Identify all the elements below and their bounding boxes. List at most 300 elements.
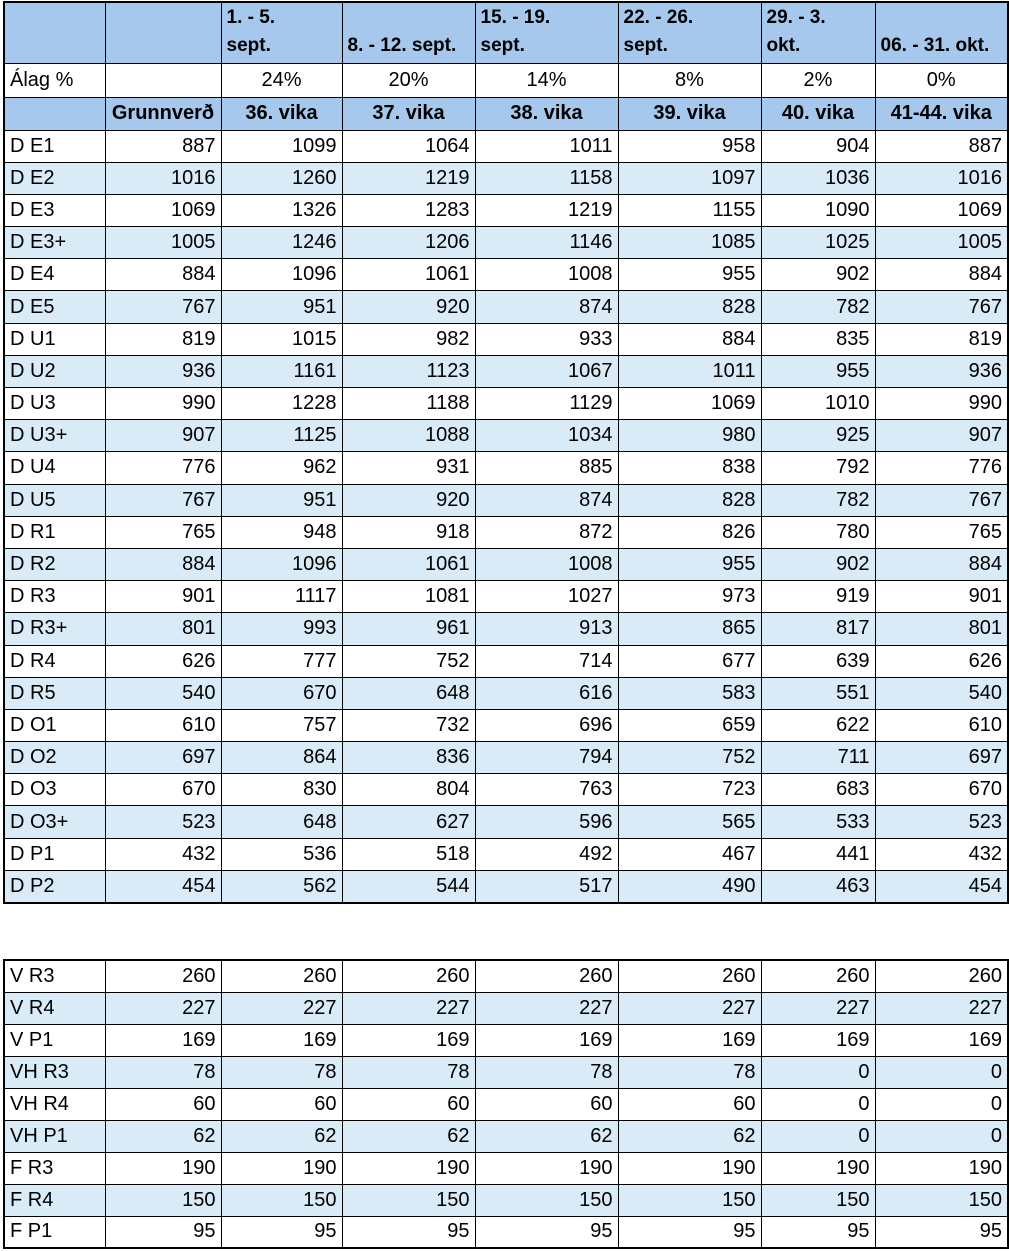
row-label: D E3: [4, 194, 105, 226]
date-range-header: [761, 2, 875, 63]
price-cell: 467: [618, 838, 761, 870]
price-cell: 1027: [475, 581, 618, 613]
extras-table: [3, 959, 1009, 1249]
price-cell: 1096: [221, 548, 342, 580]
price-cell: 0: [875, 1056, 1008, 1088]
table-row: [4, 960, 1008, 992]
price-cell: 544: [342, 870, 475, 902]
table-row: [4, 516, 1008, 548]
table-row: [4, 388, 1008, 420]
price-cell: 1036: [761, 162, 875, 194]
price-cell: 1188: [342, 388, 475, 420]
price-cell: 1005: [875, 227, 1008, 259]
table-row: [4, 1088, 1008, 1120]
week-header: 37. vika: [342, 97, 475, 130]
price-cell: 1016: [875, 162, 1008, 194]
row-label: VH R3: [4, 1056, 105, 1088]
week-header: 41-44. vika: [875, 97, 1008, 130]
table-row: [4, 645, 1008, 677]
price-cell: 1206: [342, 227, 475, 259]
row-label: D R4: [4, 645, 105, 677]
row-label: D R3+: [4, 613, 105, 645]
price-cell: 696: [475, 709, 618, 741]
price-cell: 884: [875, 259, 1008, 291]
price-table: [3, 1, 1009, 904]
surcharge-value: 0%: [875, 63, 1008, 97]
price-cell: 801: [875, 613, 1008, 645]
price-cell: 1067: [475, 355, 618, 387]
table-row: [4, 452, 1008, 484]
price-cell: 767: [875, 291, 1008, 323]
table-row: [4, 130, 1008, 162]
price-cell: 1085: [618, 227, 761, 259]
table-row: [4, 323, 1008, 355]
table-row: [4, 291, 1008, 323]
price-cell: 648: [342, 677, 475, 709]
price-cell: 904: [761, 130, 875, 162]
surcharge-value: 20%: [342, 63, 475, 97]
price-cell: 1123: [342, 355, 475, 387]
base-price-cell: 523: [105, 806, 221, 838]
price-cell: 901: [875, 581, 1008, 613]
date-range-header: [342, 2, 475, 63]
table-row: [4, 992, 1008, 1024]
price-cell: 670: [875, 774, 1008, 806]
price-cell: 874: [475, 484, 618, 516]
row-label: D P2: [4, 870, 105, 902]
price-cell: 697: [875, 742, 1008, 774]
table-row: [4, 806, 1008, 838]
row-label: D O2: [4, 742, 105, 774]
week-header-row: [4, 97, 1008, 130]
price-cell: 190: [475, 1152, 618, 1184]
price-cell: 0: [875, 1088, 1008, 1120]
blank-cell: [4, 2, 105, 63]
row-label: D O3: [4, 774, 105, 806]
table-row: [4, 259, 1008, 291]
price-cell: 752: [342, 645, 475, 677]
date-line-2: okt.: [766, 35, 801, 56]
base-price-cell: 767: [105, 484, 221, 516]
price-cell: 95: [221, 1216, 342, 1248]
price-cell: 169: [221, 1024, 342, 1056]
row-label: V R3: [4, 960, 105, 992]
price-cell: 1010: [761, 388, 875, 420]
price-cell: 838: [618, 452, 761, 484]
price-cell: 1011: [618, 355, 761, 387]
surcharge-value: 2%: [761, 63, 875, 97]
price-cell: 973: [618, 581, 761, 613]
price-cell: 169: [761, 1024, 875, 1056]
price-cell: 931: [342, 452, 475, 484]
price-cell: 0: [761, 1120, 875, 1152]
price-cell: 227: [618, 992, 761, 1024]
row-label: F P1: [4, 1216, 105, 1248]
price-cell: 1069: [875, 194, 1008, 226]
table-row: [4, 484, 1008, 516]
price-cell: 836: [342, 742, 475, 774]
price-cell: 865: [618, 613, 761, 645]
table-row: [4, 774, 1008, 806]
price-cell: 884: [875, 548, 1008, 580]
row-label: D U3: [4, 388, 105, 420]
price-cell: 757: [221, 709, 342, 741]
price-cell: 1008: [475, 548, 618, 580]
price-cell: 95: [875, 1216, 1008, 1248]
price-cell: 919: [761, 581, 875, 613]
price-cell: 463: [761, 870, 875, 902]
price-cell: 190: [342, 1152, 475, 1184]
week-header: 40. vika: [761, 97, 875, 130]
row-label: V P1: [4, 1024, 105, 1056]
row-label: D R3: [4, 581, 105, 613]
row-label: D R1: [4, 516, 105, 548]
date-line-2: 8. - 12. sept.: [347, 35, 457, 56]
table-row: [4, 838, 1008, 870]
price-cell: 817: [761, 613, 875, 645]
price-cell: 767: [875, 484, 1008, 516]
price-cell: 523: [875, 806, 1008, 838]
price-cell: 1064: [342, 130, 475, 162]
price-cell: 551: [761, 677, 875, 709]
table-row: [4, 870, 1008, 902]
price-cell: 60: [618, 1088, 761, 1120]
table-row: [4, 1024, 1008, 1056]
price-cell: 533: [761, 806, 875, 838]
row-label: D P1: [4, 838, 105, 870]
base-price-cell: 540: [105, 677, 221, 709]
table-row: [4, 613, 1008, 645]
table-row: [4, 1216, 1008, 1248]
week-header: 36. vika: [221, 97, 342, 130]
price-cell: 60: [221, 1088, 342, 1120]
price-cell: 260: [342, 960, 475, 992]
price-cell: 874: [475, 291, 618, 323]
price-cell: 920: [342, 291, 475, 323]
price-cell: 1260: [221, 162, 342, 194]
base-price-cell: 767: [105, 291, 221, 323]
table-row: [4, 677, 1008, 709]
base-price-cell: 227: [105, 992, 221, 1024]
base-price-cell: 95: [105, 1216, 221, 1248]
price-cell: 1158: [475, 162, 618, 194]
base-price-cell: 887: [105, 130, 221, 162]
price-cell: 492: [475, 838, 618, 870]
price-cell: 190: [618, 1152, 761, 1184]
row-label: F R3: [4, 1152, 105, 1184]
price-cell: 819: [875, 323, 1008, 355]
price-cell: 925: [761, 420, 875, 452]
price-cell: 432: [875, 838, 1008, 870]
date-line-2: sept.: [623, 35, 668, 56]
row-label: D E3+: [4, 227, 105, 259]
date-line-1: 22. - 26.: [623, 7, 694, 28]
price-cell: 95: [475, 1216, 618, 1248]
price-cell: 948: [221, 516, 342, 548]
base-price-cell: 801: [105, 613, 221, 645]
price-cell: 260: [221, 960, 342, 992]
price-cell: 913: [475, 613, 618, 645]
date-range-header: [875, 2, 1008, 63]
blank-cell: [105, 63, 221, 97]
price-cell: 958: [618, 130, 761, 162]
price-cell: 907: [875, 420, 1008, 452]
price-cell: 884: [618, 323, 761, 355]
row-label: D R2: [4, 548, 105, 580]
date-line-2: sept.: [226, 35, 271, 56]
price-cell: 227: [761, 992, 875, 1024]
price-cell: 902: [761, 548, 875, 580]
base-price-cell: 169: [105, 1024, 221, 1056]
price-cell: 782: [761, 291, 875, 323]
row-label: VH R4: [4, 1088, 105, 1120]
price-cell: 1069: [618, 388, 761, 420]
date-line-1: 15. - 19.: [480, 7, 551, 28]
price-cell: 763: [475, 774, 618, 806]
price-cell: 961: [342, 613, 475, 645]
week-header: 38. vika: [475, 97, 618, 130]
price-cell: 1081: [342, 581, 475, 613]
price-cell: 1061: [342, 548, 475, 580]
base-price-cell: 432: [105, 838, 221, 870]
price-cell: 955: [618, 548, 761, 580]
price-cell: 227: [221, 992, 342, 1024]
date-line-1: 1. - 5.: [226, 7, 276, 28]
base-price-cell: 610: [105, 709, 221, 741]
price-cell: 670: [221, 677, 342, 709]
price-cell: 993: [221, 613, 342, 645]
base-price-cell: 765: [105, 516, 221, 548]
table-row: [4, 1120, 1008, 1152]
table-row: [4, 162, 1008, 194]
base-price-cell: 884: [105, 548, 221, 580]
row-label: D O3+: [4, 806, 105, 838]
price-cell: 95: [342, 1216, 475, 1248]
price-cell: 1219: [475, 194, 618, 226]
price-cell: 616: [475, 677, 618, 709]
price-cell: 752: [618, 742, 761, 774]
surcharge-value: 24%: [221, 63, 342, 97]
table-row: [4, 548, 1008, 580]
row-label: D E4: [4, 259, 105, 291]
price-cell: 732: [342, 709, 475, 741]
surcharge-value: 8%: [618, 63, 761, 97]
price-cell: 1090: [761, 194, 875, 226]
base-price-cell: 819: [105, 323, 221, 355]
price-cell: 777: [221, 645, 342, 677]
price-cell: 190: [221, 1152, 342, 1184]
date-line-2: 06. - 31. okt.: [880, 35, 990, 56]
price-cell: 648: [221, 806, 342, 838]
base-price-cell: 190: [105, 1152, 221, 1184]
week-header: 39. vika: [618, 97, 761, 130]
base-price-cell: 776: [105, 452, 221, 484]
base-price-cell: 1069: [105, 194, 221, 226]
price-cell: 1117: [221, 581, 342, 613]
price-cell: 887: [875, 130, 1008, 162]
price-cell: 0: [875, 1120, 1008, 1152]
price-cell: 150: [221, 1184, 342, 1216]
price-cell: 260: [618, 960, 761, 992]
price-cell: 1161: [221, 355, 342, 387]
price-cell: 78: [618, 1056, 761, 1088]
base-price-cell: 150: [105, 1184, 221, 1216]
price-cell: 1015: [221, 323, 342, 355]
price-cell: 864: [221, 742, 342, 774]
base-price-cell: 670: [105, 774, 221, 806]
price-cell: 955: [761, 355, 875, 387]
row-label: D R5: [4, 677, 105, 709]
base-price-cell: 907: [105, 420, 221, 452]
price-cell: 936: [875, 355, 1008, 387]
price-cell: 60: [342, 1088, 475, 1120]
price-cell: 565: [618, 806, 761, 838]
base-price-cell: 990: [105, 388, 221, 420]
date-range-header: [221, 2, 342, 63]
price-cell: 622: [761, 709, 875, 741]
surcharge-label: Álag %: [4, 63, 105, 97]
date-line-1: [881, 4, 1003, 32]
price-cell: 62: [342, 1120, 475, 1152]
price-cell: 1155: [618, 194, 761, 226]
price-cell: 0: [761, 1088, 875, 1120]
table-row: [4, 1152, 1008, 1184]
row-label: D O1: [4, 709, 105, 741]
price-cell: 1097: [618, 162, 761, 194]
price-cell: 227: [342, 992, 475, 1024]
date-line-1: 29. - 3.: [766, 7, 826, 28]
row-label: V R4: [4, 992, 105, 1024]
price-cell: 951: [221, 291, 342, 323]
price-cell: 78: [342, 1056, 475, 1088]
row-label: D U3+: [4, 420, 105, 452]
base-price-cell: 60: [105, 1088, 221, 1120]
price-cell: 962: [221, 452, 342, 484]
price-cell: 227: [875, 992, 1008, 1024]
price-cell: 1008: [475, 259, 618, 291]
price-cell: 610: [875, 709, 1008, 741]
row-label: VH P1: [4, 1120, 105, 1152]
price-cell: 78: [221, 1056, 342, 1088]
price-cell: 902: [761, 259, 875, 291]
table-row: [4, 581, 1008, 613]
price-cell: 683: [761, 774, 875, 806]
table-row: [4, 194, 1008, 226]
price-cell: 517: [475, 870, 618, 902]
price-cell: 1219: [342, 162, 475, 194]
price-cell: 536: [221, 838, 342, 870]
price-cell: 920: [342, 484, 475, 516]
table-row: [4, 227, 1008, 259]
base-price-header: Grunnverð: [105, 97, 221, 130]
base-price-cell: 1005: [105, 227, 221, 259]
price-cell: 990: [875, 388, 1008, 420]
price-cell: 62: [618, 1120, 761, 1152]
price-cell: 169: [475, 1024, 618, 1056]
price-cell: 1283: [342, 194, 475, 226]
table-row: [4, 742, 1008, 774]
price-cell: 1326: [221, 194, 342, 226]
row-label: D U4: [4, 452, 105, 484]
price-cell: 1034: [475, 420, 618, 452]
base-price-cell: 884: [105, 259, 221, 291]
price-cell: 60: [475, 1088, 618, 1120]
price-cell: 792: [761, 452, 875, 484]
price-cell: 1146: [475, 227, 618, 259]
blank-cell: [105, 2, 221, 63]
price-cell: 596: [475, 806, 618, 838]
price-cell: 723: [618, 774, 761, 806]
price-cell: 955: [618, 259, 761, 291]
price-cell: 780: [761, 516, 875, 548]
price-cell: 150: [475, 1184, 618, 1216]
price-cell: 830: [221, 774, 342, 806]
price-cell: 169: [875, 1024, 1008, 1056]
table-row: [4, 1056, 1008, 1088]
price-cell: 190: [875, 1152, 1008, 1184]
row-label: D E1: [4, 130, 105, 162]
table-row: [4, 1184, 1008, 1216]
base-price-cell: 454: [105, 870, 221, 902]
table-row: [4, 709, 1008, 741]
price-cell: 918: [342, 516, 475, 548]
date-line-1: [348, 4, 470, 32]
price-cell: 227: [475, 992, 618, 1024]
price-cell: 1025: [761, 227, 875, 259]
price-cell: 260: [761, 960, 875, 992]
price-cell: 980: [618, 420, 761, 452]
price-cell: 540: [875, 677, 1008, 709]
price-cell: 804: [342, 774, 475, 806]
price-cell: 826: [618, 516, 761, 548]
surcharge-row: [4, 63, 1008, 97]
price-cell: 1096: [221, 259, 342, 291]
date-header-row: [4, 2, 1008, 63]
price-cell: 782: [761, 484, 875, 516]
price-cell: 872: [475, 516, 618, 548]
base-price-cell: 626: [105, 645, 221, 677]
date-range-header: [475, 2, 618, 63]
base-price-cell: 1016: [105, 162, 221, 194]
price-cell: 150: [342, 1184, 475, 1216]
base-price-cell: 901: [105, 581, 221, 613]
price-cell: 62: [221, 1120, 342, 1152]
price-cell: 583: [618, 677, 761, 709]
price-cell: 835: [761, 323, 875, 355]
price-cell: 828: [618, 484, 761, 516]
table-row: [4, 355, 1008, 387]
price-cell: 441: [761, 838, 875, 870]
base-price-cell: 697: [105, 742, 221, 774]
price-cell: 562: [221, 870, 342, 902]
price-cell: 260: [875, 960, 1008, 992]
price-cell: 1088: [342, 420, 475, 452]
base-price-cell: 62: [105, 1120, 221, 1152]
price-cell: 1099: [221, 130, 342, 162]
price-cell: 78: [475, 1056, 618, 1088]
price-cell: 0: [761, 1056, 875, 1088]
price-cell: 776: [875, 452, 1008, 484]
row-label: D U1: [4, 323, 105, 355]
price-cell: 627: [342, 806, 475, 838]
price-cell: 150: [618, 1184, 761, 1216]
price-cell: 1129: [475, 388, 618, 420]
price-cell: 828: [618, 291, 761, 323]
price-cell: 190: [761, 1152, 875, 1184]
price-cell: 885: [475, 452, 618, 484]
price-cell: 982: [342, 323, 475, 355]
price-cell: 933: [475, 323, 618, 355]
